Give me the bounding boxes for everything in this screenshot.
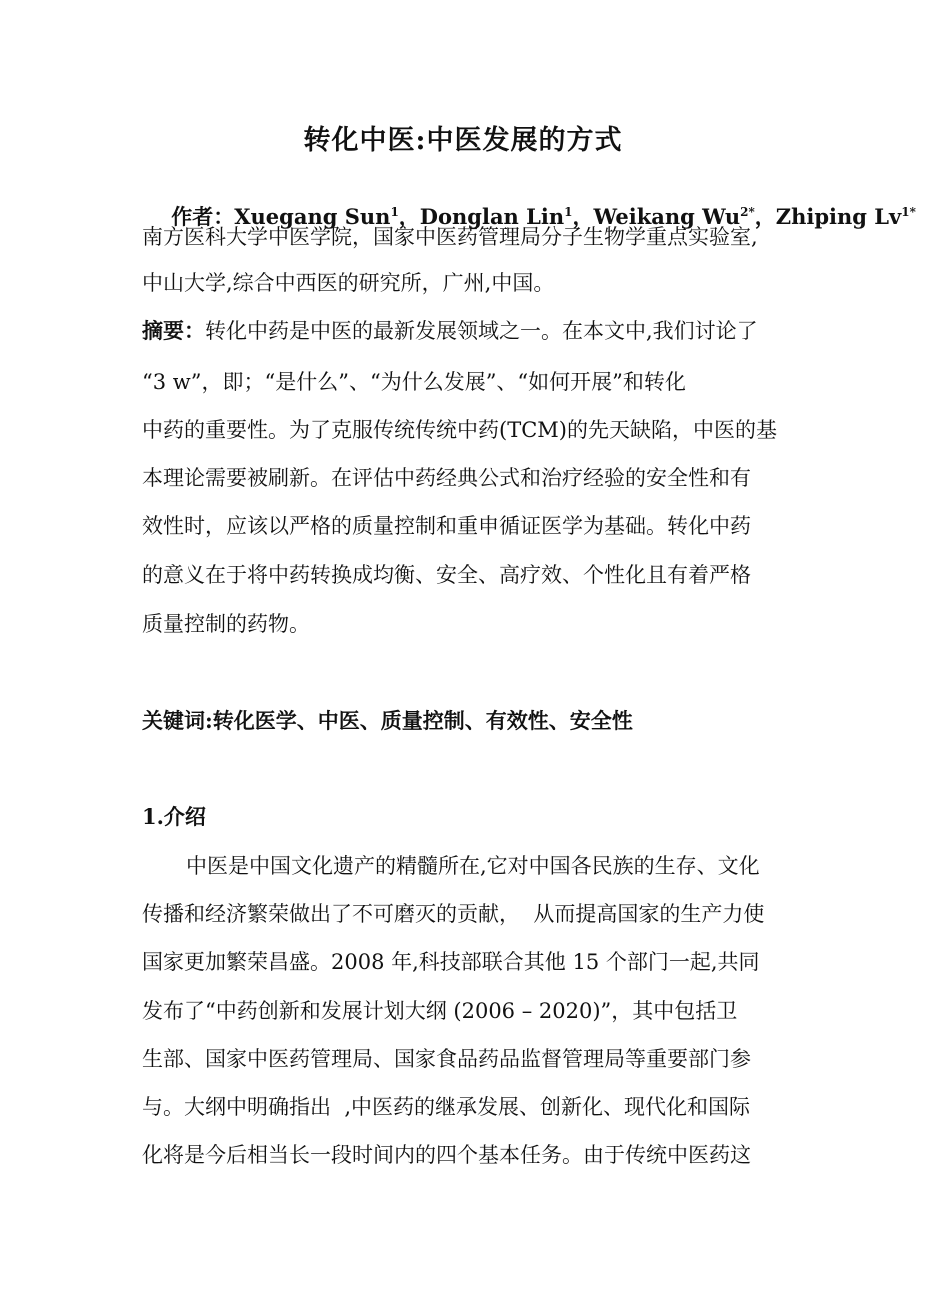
paragraph-line: 化将是今后相当长一段时间内的四个基本任务。由于传统中医药这 bbox=[142, 1143, 751, 1167]
author-name: Weikang Wu bbox=[593, 204, 741, 229]
abstract-line: 效性时，应该以严格的质量控制和重申循证医学为基础。转化中药 bbox=[142, 514, 751, 538]
abstract-line: 质量控制的药物。 bbox=[142, 612, 310, 636]
paragraph-line: 传播和经济繁荣做出了不可磨灭的贡献， 从而提高国家的生产力使 bbox=[142, 902, 765, 926]
paragraph-line: 国家更加繁荣昌盛。2008 年,科技部联合其他 15 个部门一起,共同 bbox=[142, 950, 760, 974]
author-separator: ， bbox=[572, 204, 594, 229]
author-affiliation-mark: 2* bbox=[740, 205, 755, 219]
paragraph-line: 与。大纲中明确指出 ,中医药的继承发展、创新化、现代化和国际 bbox=[142, 1095, 751, 1119]
abstract-line: 的意义在于将中药转换成均衡、安全、高疗效、个性化且有着严格 bbox=[142, 563, 751, 587]
paper-title: 转化中医:中医发展的方式 bbox=[303, 125, 623, 156]
affiliation-line: 中山大学,综合中西医的研究所，广州,中国。 bbox=[142, 271, 555, 295]
paragraph-line: 生部、国家中医药管理局、国家食品药品监督管理局等重要部门参 bbox=[142, 1047, 751, 1071]
paragraph-line: 发布了“中药创新和发展计划大纲 (2006 – 2020)”，其中包括卫 bbox=[142, 999, 738, 1023]
abstract-label: 摘要： bbox=[142, 318, 205, 343]
affiliation-line: 南方医科大学中医学院，国家中医药管理局分子生物学重点实验室, bbox=[142, 225, 758, 249]
abstract-first-line bbox=[142, 316, 758, 346]
authors-label: 作者： bbox=[171, 204, 235, 229]
abstract-text: 转化中药是中医的最新发展领域之一。在本文中,我们讨论了 bbox=[205, 319, 758, 343]
abstract-line: 本理论需要被刷新。在评估中药经典公式和治疗经验的安全性和有 bbox=[142, 466, 751, 490]
author-name: Donglan Lin bbox=[419, 204, 565, 229]
author-name: Xuegang Sun bbox=[234, 204, 391, 229]
keywords-line: 关键词:转化医学、中医、质量控制、有效性、安全性 bbox=[142, 708, 633, 733]
paragraph-first-line: 中医是中国文化遗产的精髓所在,它对中国各民族的生存、文化 bbox=[186, 854, 760, 878]
author-affiliation-mark: 1 bbox=[390, 205, 399, 219]
abstract-line: 中药的重要性。为了克服传统传统中药(TCM)的先天缺陷，中医的基 bbox=[142, 418, 777, 442]
author-name: Zhiping Lv bbox=[775, 204, 902, 229]
author-affiliation-mark: 1 bbox=[564, 205, 573, 219]
author-separator: ， bbox=[754, 204, 776, 229]
abstract-line: “3 w”，即；“是什么”、“为什么发展”、“如何开展”和转化 bbox=[142, 370, 686, 394]
author-separator: ， bbox=[398, 204, 420, 229]
section-heading: 1.介绍 bbox=[142, 804, 206, 829]
author-affiliation-mark: 1* bbox=[901, 205, 916, 219]
